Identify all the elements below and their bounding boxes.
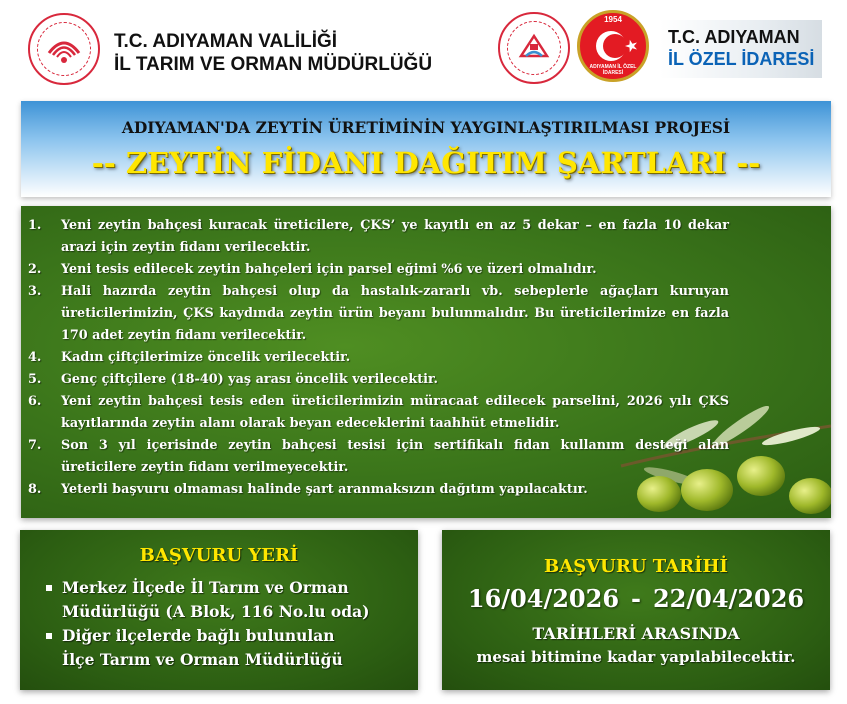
list-item: Diğer ilçelerde bağlı bulunulan İlçe Tarım ve Orman Müdürlüğü [46,624,369,672]
condition-text: Son 3 yıl içerisinde zeytin bahçesi tesisi için sertifikalı fidan kullanım desteği alan üreticilere zeytin fidanı verilmeyecektir. [61,438,729,475]
condition-item [21,391,729,435]
provincial-admin-seal [577,10,649,82]
provincial-admin-name [660,20,822,78]
date-range [442,584,830,613]
conditions-panel [21,206,831,518]
condition-number: 2. [28,262,42,277]
title-banner [21,101,831,197]
governorate-logo [498,12,570,84]
condition-item [21,281,729,347]
provincial-admin-line2: İL ÖZEL İDARESİ [668,49,815,69]
ministry-line2: İL TARIM VE ORMAN MÜDÜRLÜĞÜ [114,54,433,75]
header-left [22,10,482,90]
end-date: 22/04/2026 [652,584,805,613]
application-place-box [20,530,418,690]
condition-item [21,369,729,391]
ministry-line1: T.C. ADIYAMAN VALİLİĞİ [114,31,338,52]
condition-item [21,215,729,259]
condition-text: Yeni zeytin bahçesi kuracak üreticilere, ÇKS’ ye kayıtlı en az 5 dekar – en fazla 10 dekar arazi için zeytin fidanı verilecektir. [61,218,729,255]
list-item: Merkez İlçede İl Tarım ve Orman Müdürlüğü (A Blok, 116 No.lu oda) [46,576,369,624]
condition-item [21,347,729,369]
application-date-title: BAŞVURU TARİHİ [544,556,728,577]
governorate-emblem-icon [515,30,553,64]
condition-number: 1. [28,218,42,233]
bullet-icon [46,633,52,639]
application-date-box [442,530,830,690]
condition-item [21,479,729,501]
date-separator: - [631,584,641,613]
start-date: 16/04/2026 [467,584,620,613]
date-note-1: TARİHLERİ ARASINDA [532,624,740,643]
ministry-name [114,30,432,76]
application-place-title: BAŞVURU YERİ [139,545,299,566]
condition-text: Yeni tesis edilecek zeytin bahçeleri için parsel eğimi %6 ve üzeri olmalıdır. [61,262,597,277]
condition-text: Genç çiftçilere (18-40) yaş arası öncelik verilecektir. [61,372,439,387]
condition-number: 4. [28,350,42,365]
application-place-list [46,576,369,672]
project-subtitle: ADIYAMAN'DA ZEYTİN ÜRETİMİNİN YAYGINLAŞTIRILMASI PROJESİ [121,118,731,137]
condition-number: 6. [28,394,42,409]
condition-item [21,435,729,479]
date-note-2: mesai bitimine kadar yapılabilecektir. [476,648,796,666]
condition-number: 8. [28,482,42,497]
ministry-logo [28,13,100,85]
condition-number: 7. [28,438,42,453]
condition-number: 5. [28,372,42,387]
header-right [494,10,834,90]
condition-text: Hali hazırda zeytin bahçesi olup da hastalık-zararlı vb. sebeplerle ağaçları kuruyan üreticilerimizin, ÇKS kaydında zeytin ürün beyanı bulunmalıdır. Bu üreticilerimize en fazla 170 adet zeytin fidanı verilecektir. [61,284,729,343]
condition-item [21,259,729,281]
ministry-emblem-icon [45,31,83,65]
page-title: -- ZEYTİN FİDANI DAĞITIM ŞARTLARI -- [91,146,761,180]
bullet-icon [46,585,52,591]
conditions-list [21,215,729,501]
condition-text: Yeterli başvuru olmaması halinde şart aranmaksızın dağıtım yapılacaktır. [61,482,588,497]
seal-year: 1954 [604,15,622,24]
seal-bottom-text: ADIYAMAN İL ÖZEL İDARESİ [589,64,637,76]
condition-text: Yeni zeytin bahçesi tesis eden üreticilerimizin müracaat edilecek parselini, 2026 yılı ÇKS kayıtlarında zeytin alanı olarak beyan edeceklerini taahhüt etmelidir. [61,394,729,431]
condition-text: Kadın çiftçilerimize öncelik verilecektir. [61,350,351,365]
condition-number: 3. [28,284,42,299]
provincial-admin-line1: T.C. ADIYAMAN [668,27,800,47]
